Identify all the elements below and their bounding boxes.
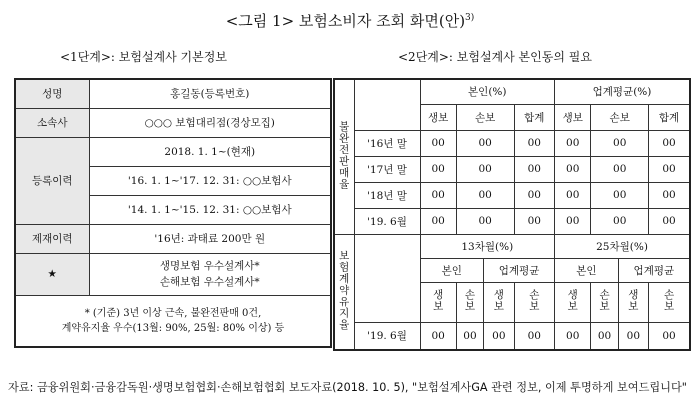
value-cell: 00 <box>591 130 649 156</box>
m13-header: 13차월(%) <box>420 234 555 258</box>
star-label: ★ <box>15 253 89 295</box>
value-cell: 00 <box>591 322 618 350</box>
avg-short: 업계평균 <box>618 258 690 282</box>
col-nonlife: 손보 <box>456 104 514 130</box>
footnote-line: * (기준) 3년 이상 근속, 불완전판매 0건, <box>84 307 262 319</box>
self-short: 본인 <box>420 258 484 282</box>
registration-row: '16. 1. 1~'17. 12. 31: ○○보험사 <box>89 166 331 195</box>
name-label: 성명 <box>15 79 89 108</box>
value-cell: 00 <box>591 182 649 208</box>
self-short: 본인 <box>555 258 619 282</box>
col-nonlife: 손보 <box>591 104 649 130</box>
value-cell: 00 <box>555 182 591 208</box>
registration-label: 등록이력 <box>15 137 89 224</box>
col-nonlife-vertical: 손보 <box>598 289 611 312</box>
col-nonlife-vertical: 손보 <box>463 289 476 312</box>
m25-header: 25차월(%) <box>555 234 690 258</box>
value-cell: 00 <box>420 156 456 182</box>
value-cell: 00 <box>456 182 514 208</box>
value-cell: 00 <box>514 130 555 156</box>
value-cell: 00 <box>514 156 555 182</box>
figure-title: <그림 1> 보험소비자 조회 화면(안)$^{3)}$ <box>225 12 475 30</box>
value-cell: 00 <box>555 156 591 182</box>
star-line-life: 생명보험 우수설계사* <box>159 260 260 272</box>
value-cell: 00 <box>555 322 591 350</box>
value-cell: 00 <box>456 156 514 182</box>
value-cell: 00 <box>456 130 514 156</box>
value-cell: 00 <box>484 322 514 350</box>
value-cell: 00 <box>420 182 456 208</box>
self-percent-header: 본인(%) <box>420 79 555 104</box>
stage2-label: <2단계>: 보험설계사 본인동의 필요 <box>398 50 592 64</box>
value-cell: 00 <box>649 182 690 208</box>
affiliation-value: ○○○ 보험대리점(경상모집) <box>89 108 331 137</box>
col-life-vertical: 생보 <box>626 289 639 312</box>
col-life: 생보 <box>555 104 591 130</box>
misselling-label: 불완전판매율 <box>337 120 350 190</box>
value-cell: 00 <box>420 322 456 350</box>
value-cell: 00 <box>555 208 591 234</box>
value-cell: 00 <box>514 208 555 234</box>
value-cell: 00 <box>420 208 456 234</box>
value-cell: 00 <box>555 130 591 156</box>
avg-short: 업계평균 <box>484 258 555 282</box>
period-cell: '18년 말 <box>354 182 420 208</box>
value-cell: 00 <box>649 322 690 350</box>
value-cell: 00 <box>649 130 690 156</box>
col-nonlife-vertical: 손보 <box>527 289 540 312</box>
col-life-vertical: 생보 <box>431 289 444 312</box>
sanction-value: '16년: 과태료 200만 원 <box>89 224 331 253</box>
basic-info-table <box>14 78 332 348</box>
retention-label: 보험계약유지율 <box>337 250 350 331</box>
footnote-line: 계약유지율 우수(13월: 90%, 25월: 80% 이상) 등 <box>61 322 285 334</box>
period-cell: '19. 6월 <box>354 322 420 350</box>
value-cell: 00 <box>420 130 456 156</box>
col-total: 합계 <box>514 104 555 130</box>
value-cell: 00 <box>456 208 514 234</box>
source-note: 자료: 금융위원회·금융감독원·생명보험협회·손해보험협회 보도자료(2018. 10. 5), "보험설계사GA 관련 정보, 이제 투명하게 보여드립니다" <box>8 381 687 394</box>
name-value: 홍길동(등록번호) <box>89 79 331 108</box>
affiliation-label: 소속사 <box>15 108 89 137</box>
registration-row: 2018. 1. 1~(현재) <box>89 137 331 166</box>
consent-table <box>333 78 691 351</box>
col-life-vertical: 생보 <box>492 289 505 312</box>
period-cell: '16년 말 <box>354 130 420 156</box>
value-cell: 00 <box>591 156 649 182</box>
value-cell: 00 <box>456 322 483 350</box>
stage1-label: <1단계>: 보험설계사 기본정보 <box>60 50 227 64</box>
value-cell: 00 <box>514 182 555 208</box>
value-cell: 00 <box>514 322 555 350</box>
registration-row: '14. 1. 1~'15. 12. 31: ○○보험사 <box>89 195 331 224</box>
col-life-vertical: 생보 <box>566 289 579 312</box>
value-cell: 00 <box>618 322 648 350</box>
col-total: 합계 <box>649 104 690 130</box>
period-cell: '19. 6월 <box>354 208 420 234</box>
value-cell: 00 <box>649 208 690 234</box>
value-cell: 00 <box>591 208 649 234</box>
star-line-nonlife: 손해보험 우수설계사* <box>159 276 260 288</box>
col-life: 생보 <box>420 104 456 130</box>
industry-avg-header: 업계평균(%) <box>555 79 690 104</box>
value-cell: 00 <box>649 156 690 182</box>
col-nonlife-vertical: 손보 <box>662 289 675 312</box>
period-cell: '17년 말 <box>354 156 420 182</box>
sanction-label: 제재이력 <box>15 224 89 253</box>
